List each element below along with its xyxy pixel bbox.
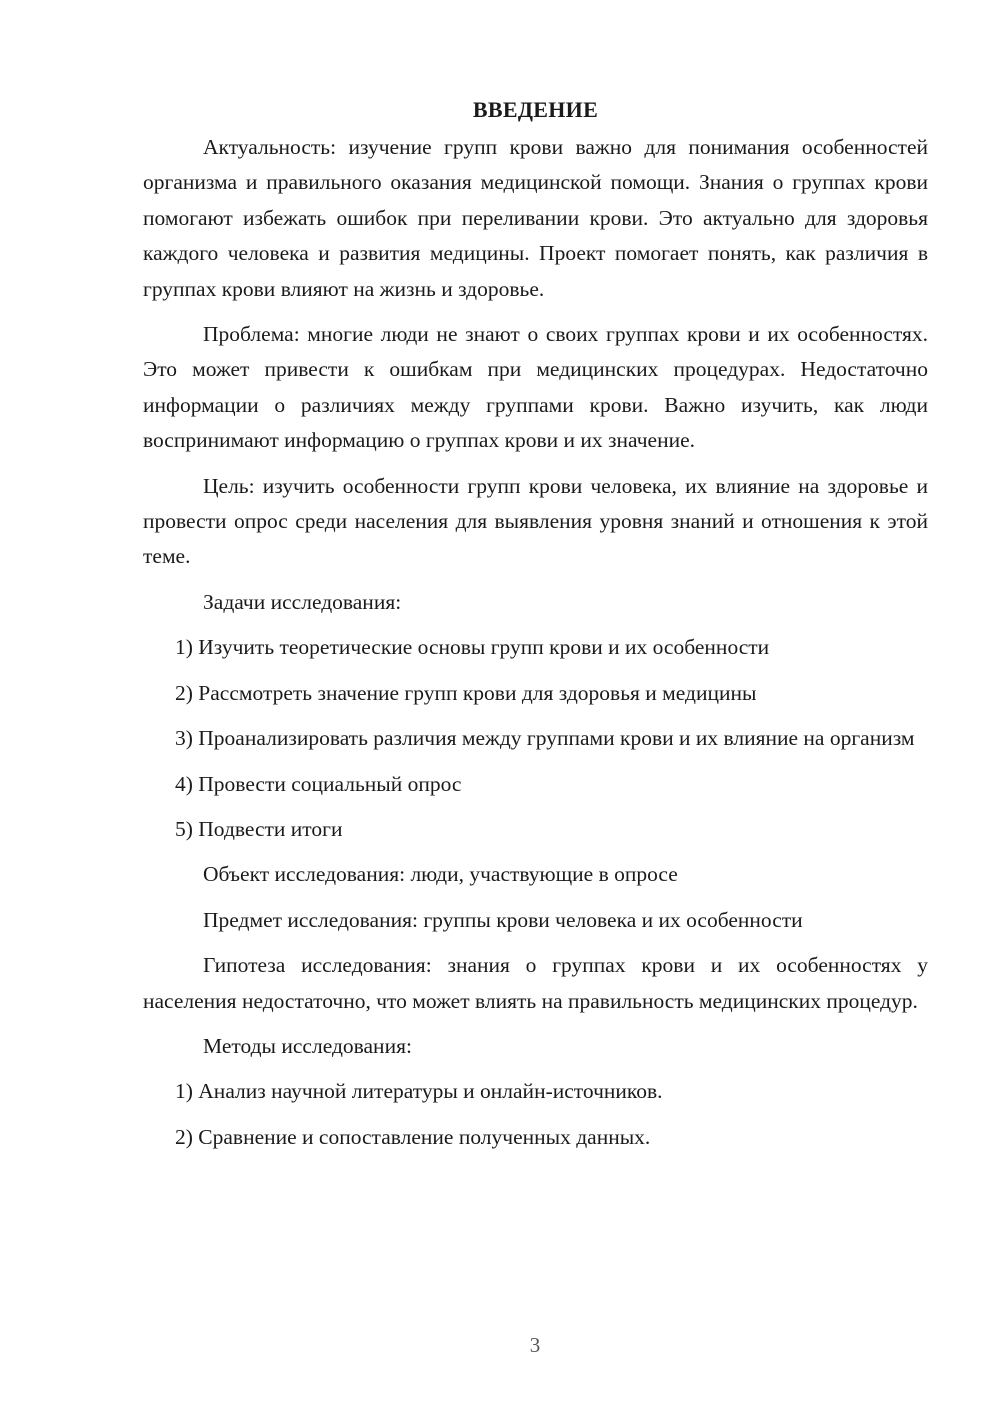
paragraph-goal: Цель: изучить особенности групп крови человека, их влияние на здоровье и провести опрос среди населения для выявления уровня знаний и отношения к этой теме. xyxy=(143,473,928,569)
section-title: ВВЕДЕНИЕ xyxy=(472,97,599,122)
method-item-1: 1) Анализ научной литературы и онлайн-источников. xyxy=(175,1079,663,1104)
method-item-2: 2) Сравнение и сопоставление полученных данных. xyxy=(175,1124,651,1149)
paragraph-relevance: Актуальность: изучение групп крови важно для понимания особенностей организма и правильного оказания медицинской помощи. Знания о группах крови помогают избежать ошибок при переливании крови. Это актуально для здоровья каждого человека и развития медицины. Проект помогает понять, как различия в группах крови влияют на жизнь и здоровье. xyxy=(143,135,928,301)
page-number: 3 xyxy=(529,1333,541,1357)
paragraph-problem: Проблема: многие люди не знают о своих группах крови и их особенностях. Это может привести к ошибкам при медицинских процедурах. Недостаточно информации о различиях между группами крови. Важно изучить, как люди воспринимают информацию о группах крови и их значение. xyxy=(143,322,928,453)
task-item-5: 5) Подвести итоги xyxy=(175,816,343,841)
task-item-4: 4) Провести социальный опрос xyxy=(175,771,462,796)
task-item-1: 1) Изучить теоретические основы групп крови и их особенности xyxy=(175,635,770,660)
paragraph-object: Объект исследования: люди, участвующие в опросе xyxy=(203,862,678,887)
methods-heading: Методы исследования: xyxy=(203,1033,412,1058)
paragraph-subject: Предмет исследования: группы крови человека и их особенности xyxy=(203,907,803,932)
task-item-3: 3) Проанализировать различия между группами крови и их влияние на организм xyxy=(175,726,915,751)
task-item-2: 2) Рассмотреть значение групп крови для здоровья и медицины xyxy=(175,680,757,705)
tasks-heading: Задачи исследования: xyxy=(203,589,402,614)
page-content xyxy=(143,90,928,1165)
paragraph-hypothesis: Гипотеза исследования: знания о группах крови и их особенностях у населения недостаточно, что может влиять на правильность медицинских процедур. xyxy=(143,953,928,1013)
